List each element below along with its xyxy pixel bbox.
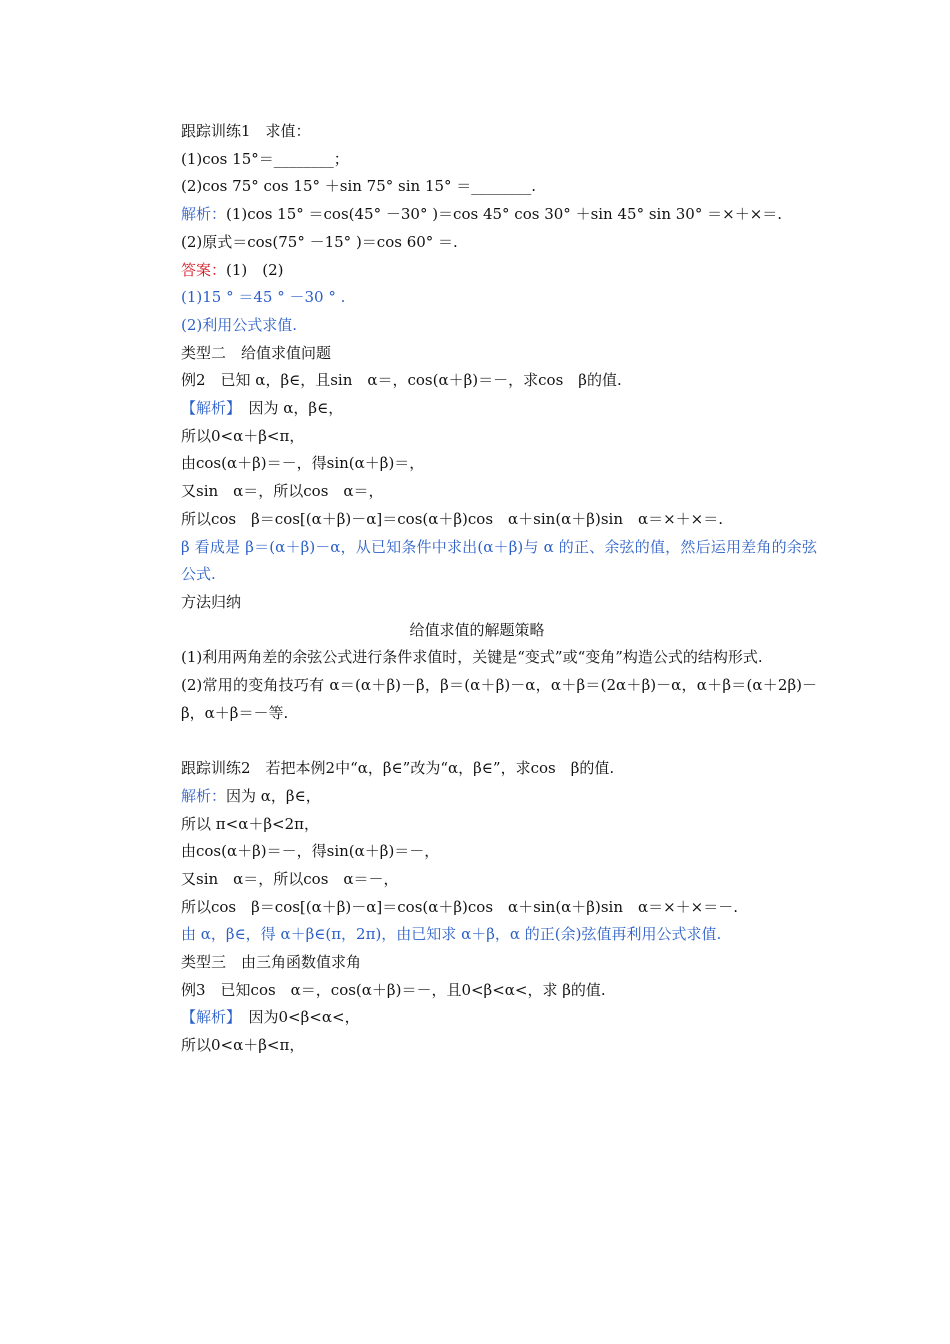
- document-body: [137, 118, 817, 1060]
- example-3: 例3 已知cos α＝，cos(α＋β)＝－，且0<β<α<，求 β的值.: [181, 980, 606, 999]
- exercise-2-step-1: 所以 π<α＋β<2π，: [181, 814, 319, 833]
- exercise-1-answer: [137, 257, 817, 285]
- strategy-title: 给值求值的解题策略: [409, 620, 545, 639]
- strategy-point-1: (1)利用两角差的余弦公式进行条件求值时，关键是“变式”或“变角”构造公式的结构形式.: [181, 648, 763, 667]
- example-2-solution: [137, 395, 817, 423]
- hint-2: (2)利用公式求值.: [181, 315, 298, 334]
- exercise-1-q2: (2)cos 75° cos 15° ＋sin 75° sin 15° ＝________.: [181, 177, 537, 196]
- method-summary-heading: 方法归纳: [181, 592, 242, 611]
- exercise-2-title: 跟踪训练2 若把本例2中“α，β∈”改为“α，β∈”，求cos β的值.: [181, 759, 615, 778]
- solution-label: 【解析】: [181, 1008, 234, 1027]
- example-3-step-1: 所以0<α＋β<π，: [181, 1036, 305, 1055]
- example-2-step-1: 所以0<α＋β<π，: [181, 426, 305, 445]
- example-2-step-2: 由cos(α＋β)＝－，得sin(α＋β)＝，: [181, 454, 425, 473]
- example-2: 例2 已知 α，β∈，且sin α＝，cos(α＋β)＝－，求cos β的值.: [181, 371, 622, 390]
- solution-text: (1)cos 15° ＝cos(45° －30° )＝cos 45° cos 30° ＋sin 45° sin 30° ＝×＋×＝.: [226, 205, 783, 224]
- solution-text: 因为 α，β∈，: [226, 786, 321, 805]
- exercise-1-solution: [137, 201, 817, 229]
- solution-label: 解析：: [181, 786, 227, 805]
- solution-label: 【解析】: [181, 399, 234, 418]
- solution-label: 解析：: [181, 205, 227, 224]
- spacer: [137, 727, 817, 755]
- solution-text: 因为 α，β∈，: [233, 399, 344, 418]
- strategy-point-2: (2)常用的变角技巧有 α＝(α＋β)－β，β＝(α＋β)－α，α＋β＝(2α＋β)－α，α＋β＝(α＋2β)－β，α＋β＝－等.: [181, 676, 817, 722]
- solution-text: 因为0<β<α<，: [233, 1008, 360, 1027]
- exercise-2-step-4: 所以cos β＝cos[(α＋β)－α]＝cos(α＋β)cos α＋sin(α＋β)sin α＝×＋×＝－.: [181, 897, 739, 916]
- exercise-2-step-2: 由cos(α＋β)＝－，得sin(α＋β)＝－，: [181, 842, 440, 861]
- exercise-1-title: 跟踪训练1 求值：: [181, 122, 311, 140]
- section-type-2: 类型二 给值求值问题: [181, 343, 332, 362]
- exercise-2-solution: [137, 783, 817, 811]
- answer-text: (1) (2): [226, 260, 284, 279]
- exercise-1-q1: (1)cos 15°＝________；: [181, 149, 349, 168]
- hint-1: (1)15 ° ＝45 ° －30 ° .: [181, 288, 346, 307]
- exercise-1-solution-2: (2)原式＝cos(75° －15° )＝cos 60° ＝.: [181, 232, 458, 251]
- example-2-step-3: 又sin α＝，所以cos α＝，: [181, 482, 384, 501]
- example-2-step-4: 所以cos β＝cos[(α＋β)－α]＝cos(α＋β)cos α＋sin(α＋β)sin α＝×＋×＝.: [181, 509, 724, 528]
- example-2-hint: β 看成是 β＝(α＋β)－α，从已知条件中求出(α＋β)与 α 的正、余弦的值，然后运用差角的余弦公式.: [181, 537, 817, 584]
- exercise-2-step-3: 又sin α＝，所以cos α＝－，: [181, 869, 399, 888]
- section-type-3: 类型三 由三角函数值求角: [181, 953, 362, 972]
- answer-label: 答案：: [181, 260, 227, 279]
- example-3-solution: [137, 1004, 817, 1032]
- exercise-2-hint: 由 α，β∈，得 α＋β∈(π，2π)，由已知求 α＋β，α 的正(余)弦值再利用公式求值.: [181, 925, 722, 944]
